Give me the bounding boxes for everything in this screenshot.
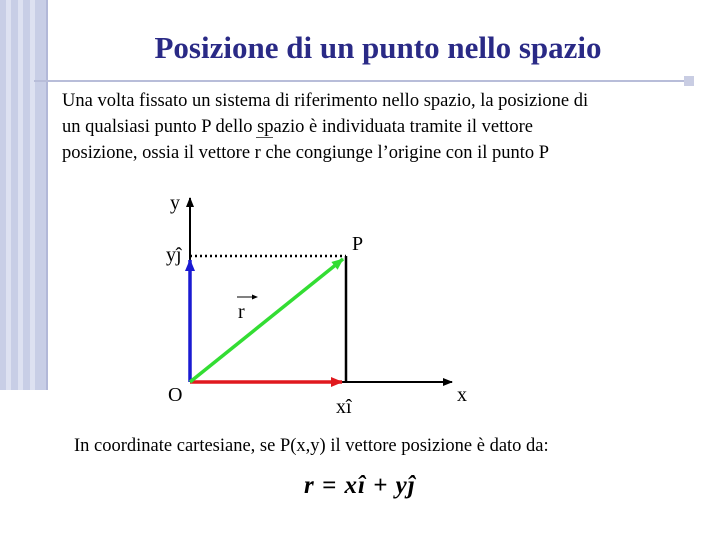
point-label: P: [352, 233, 364, 255]
axis-y-label: y: [170, 192, 180, 214]
intro-vector-r: r: [255, 140, 261, 166]
caption-text: In coordinate cartesiane, se P(x,y) il vettore posizione è dato da:: [74, 436, 549, 456]
intro-line-3-end: che congiunge l’origine con il punto P: [260, 143, 550, 163]
intro-line-3-start: posizione, ossia il vettore: [62, 143, 255, 163]
position-vector: [190, 259, 343, 382]
intro-line-1: Una volta fissato un sistema di riferimento nello spazio, la posizione di: [62, 91, 589, 111]
position-formula: r = xî + yĵ: [304, 472, 416, 499]
vector-label: r: [238, 301, 245, 323]
x-component-label: xî: [336, 396, 352, 418]
intro-line-2: un qualsiasi punto P dello spazio è individuata tramite il vettore: [62, 117, 533, 137]
axis-x-label: x: [457, 384, 467, 406]
y-component-label: yĵ: [166, 244, 182, 266]
origin-label: O: [168, 384, 183, 406]
slide-title: Posizione di un punto nello spazio: [154, 30, 602, 65]
